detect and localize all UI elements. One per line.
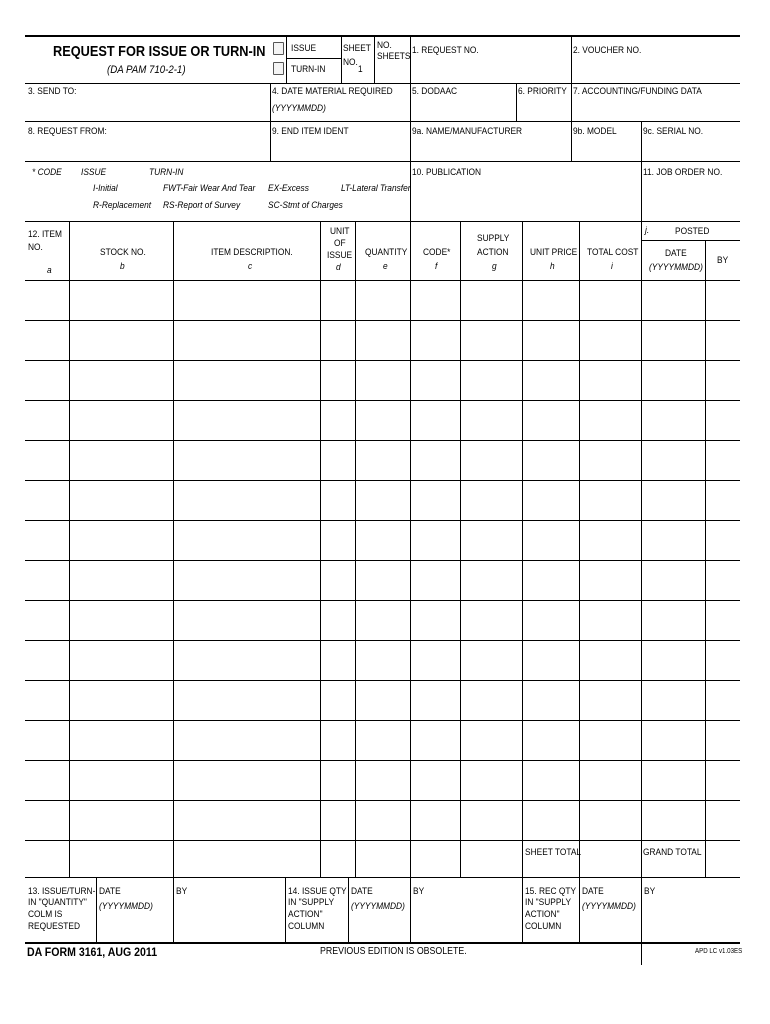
b13-line2: IN "QUANTITY" bbox=[28, 897, 87, 908]
table-row-line bbox=[25, 520, 740, 521]
table-cell-input[interactable] bbox=[581, 362, 639, 398]
table-cell-input[interactable] bbox=[412, 482, 458, 518]
issue-checkbox[interactable] bbox=[273, 42, 284, 55]
col-unit-price-letter: h bbox=[550, 261, 555, 272]
table-cell-input[interactable] bbox=[175, 762, 318, 798]
col-total-cost: TOTAL COST bbox=[587, 247, 639, 258]
table-cell-input[interactable] bbox=[412, 322, 458, 358]
table-cell-input[interactable] bbox=[322, 322, 353, 358]
col-stock-letter: b bbox=[120, 261, 125, 272]
table-cell-input[interactable] bbox=[71, 442, 171, 478]
table-cell-input[interactable] bbox=[357, 562, 408, 598]
table-row-line bbox=[25, 320, 740, 321]
request-from-label: 8. REQUEST FROM: bbox=[28, 126, 107, 137]
col-unit-price: UNIT PRICE bbox=[530, 247, 578, 258]
col-supply-1: SUPPLY bbox=[477, 233, 510, 244]
col-posted-date-format: (YYYYMMDD) bbox=[649, 262, 703, 273]
b15-line3: ACTION" bbox=[525, 909, 560, 920]
table-cell-input[interactable] bbox=[524, 562, 577, 598]
table-cell-input[interactable] bbox=[175, 722, 318, 758]
table-cell-input[interactable] bbox=[412, 362, 458, 398]
table-cell-input[interactable] bbox=[357, 642, 408, 678]
form-title: REQUEST FOR ISSUE OR TURN-IN bbox=[53, 43, 266, 60]
table-cell-input[interactable] bbox=[707, 362, 738, 398]
table-cell-input[interactable] bbox=[524, 722, 577, 758]
table-cell-input[interactable] bbox=[643, 362, 703, 398]
table-cell-input[interactable] bbox=[462, 762, 520, 798]
code-ex: EX-Excess bbox=[268, 183, 309, 194]
table-cell-input[interactable] bbox=[643, 522, 703, 558]
b15-date: DATE bbox=[582, 886, 604, 897]
request-no-label: 1. REQUEST NO. bbox=[412, 45, 479, 56]
table-cell-input[interactable] bbox=[322, 682, 353, 718]
col-posted-date: DATE bbox=[665, 248, 687, 259]
table-cell-input[interactable] bbox=[643, 682, 703, 718]
table-cell-input[interactable] bbox=[707, 522, 738, 558]
table-cell-input[interactable] bbox=[357, 402, 408, 438]
table-cell-input[interactable] bbox=[322, 642, 353, 678]
table-cell-input[interactable] bbox=[71, 402, 171, 438]
form-subtitle: (DA PAM 710-2-1) bbox=[107, 64, 186, 76]
table-cell-input[interactable] bbox=[357, 322, 408, 358]
table-cell-input[interactable] bbox=[357, 762, 408, 798]
publication-label: 10. PUBLICATION bbox=[412, 167, 482, 178]
table-cell-input[interactable] bbox=[357, 802, 408, 838]
table-cell-input[interactable] bbox=[71, 722, 171, 758]
b13-line1: 13. ISSUE/TURN- bbox=[28, 886, 96, 897]
table-cell-input[interactable] bbox=[175, 562, 318, 598]
issue-label: ISSUE bbox=[291, 43, 317, 54]
col-description: ITEM DESCRIPTION. bbox=[211, 247, 293, 258]
table-cell-input[interactable] bbox=[581, 402, 639, 438]
table-cell-input[interactable] bbox=[524, 282, 577, 318]
table-row-line bbox=[25, 400, 740, 401]
table-cell-input[interactable] bbox=[322, 802, 353, 838]
table-row-line bbox=[25, 480, 740, 481]
table-cell-input[interactable] bbox=[357, 602, 408, 638]
table-cell-input[interactable] bbox=[71, 762, 171, 798]
table-cell-input[interactable] bbox=[322, 522, 353, 558]
table-cell-input[interactable] bbox=[524, 762, 577, 798]
table-cell-input[interactable] bbox=[71, 522, 171, 558]
code-rs: RS-Report of Survey bbox=[163, 200, 241, 211]
accounting-label: 7. ACCOUNTING/FUNDING DATA bbox=[573, 86, 702, 97]
obsolete-notice: PREVIOUS EDITION IS OBSOLETE. bbox=[320, 946, 467, 957]
table-cell-input[interactable] bbox=[27, 402, 67, 438]
table-cell-input[interactable] bbox=[581, 802, 639, 838]
serial-label: 9c. SERIAL NO. bbox=[643, 126, 704, 137]
turnin-label: TURN-IN bbox=[291, 64, 326, 75]
b14-date-format: (YYYYMMDD) bbox=[351, 901, 405, 912]
no-sheets-label-1: NO. bbox=[377, 40, 392, 51]
col-item-no-1: 12. ITEM bbox=[28, 229, 62, 240]
b14-line2: IN "SUPPLY bbox=[288, 897, 335, 908]
table-cell-input[interactable] bbox=[707, 722, 738, 758]
table-cell-input[interactable] bbox=[643, 762, 703, 798]
table-cell-input[interactable] bbox=[322, 282, 353, 318]
table-cell-input[interactable] bbox=[175, 442, 318, 478]
table-cell-input[interactable] bbox=[462, 682, 520, 718]
col-supply-letter: g bbox=[492, 261, 497, 272]
table-cell-input[interactable] bbox=[524, 602, 577, 638]
table-cell-input[interactable] bbox=[71, 362, 171, 398]
table-cell-input[interactable] bbox=[412, 282, 458, 318]
b15-line2: IN "SUPPLY bbox=[525, 897, 572, 908]
table-row-line bbox=[25, 360, 740, 361]
table-cell-input[interactable] bbox=[175, 522, 318, 558]
table-cell-input[interactable] bbox=[581, 282, 639, 318]
no-sheets-label-2: SHEETS bbox=[377, 51, 411, 62]
table-cell-input[interactable] bbox=[524, 682, 577, 718]
table-cell-input[interactable] bbox=[581, 762, 639, 798]
dodaac-label: 5. DODAAC bbox=[412, 86, 458, 97]
table-cell-input[interactable] bbox=[524, 642, 577, 678]
table-cell-input[interactable] bbox=[462, 322, 520, 358]
name-manufacturer-label: 9a. NAME/MANUFACTURER bbox=[412, 126, 523, 137]
table-cell-input[interactable] bbox=[707, 442, 738, 478]
table-cell-input[interactable] bbox=[643, 642, 703, 678]
b14-line3: ACTION" bbox=[288, 909, 323, 920]
table-cell-input[interactable] bbox=[462, 522, 520, 558]
table-row-line bbox=[25, 680, 740, 681]
col-supply-2: ACTION bbox=[477, 247, 509, 258]
table-cell-input[interactable] bbox=[322, 362, 353, 398]
b15-line4: COLUMN bbox=[525, 921, 562, 932]
model-label: 9b. MODEL bbox=[573, 126, 617, 137]
table-cell-input[interactable] bbox=[322, 442, 353, 478]
table-cell-input[interactable] bbox=[357, 722, 408, 758]
table-cell-input[interactable] bbox=[581, 522, 639, 558]
table-cell-input[interactable] bbox=[462, 362, 520, 398]
table-cell-input[interactable] bbox=[357, 482, 408, 518]
table-cell-input[interactable] bbox=[524, 522, 577, 558]
table-cell-input[interactable] bbox=[357, 282, 408, 318]
table-cell-input[interactable] bbox=[643, 322, 703, 358]
table-cell-input[interactable] bbox=[707, 482, 738, 518]
issue-turnin-form bbox=[25, 35, 740, 944]
table-cell-input[interactable] bbox=[643, 562, 703, 598]
b13-date: DATE bbox=[99, 886, 121, 897]
b13-by: BY bbox=[176, 886, 188, 897]
b15-date-format: (YYYYMMDD) bbox=[582, 901, 636, 912]
table-cell-input[interactable] bbox=[322, 482, 353, 518]
table-cell-input[interactable] bbox=[462, 602, 520, 638]
table-cell-input[interactable] bbox=[524, 482, 577, 518]
table-cell-input[interactable] bbox=[357, 362, 408, 398]
table-cell-input[interactable] bbox=[643, 802, 703, 838]
b15-by: BY bbox=[644, 886, 656, 897]
table-cell-input[interactable] bbox=[27, 442, 67, 478]
table-cell-input[interactable] bbox=[581, 442, 639, 478]
table-row-line bbox=[25, 600, 740, 601]
table-row-line bbox=[25, 760, 740, 761]
col-unit-2: OF bbox=[334, 238, 346, 249]
table-cell-input[interactable] bbox=[175, 362, 318, 398]
col-quantity: QUANTITY bbox=[365, 247, 408, 258]
b14-by: BY bbox=[413, 886, 425, 897]
table-cell-input[interactable] bbox=[71, 642, 171, 678]
table-cell-input[interactable] bbox=[643, 402, 703, 438]
table-cell-input[interactable] bbox=[357, 522, 408, 558]
table-cell-input[interactable] bbox=[707, 562, 738, 598]
table-cell-input[interactable] bbox=[581, 482, 639, 518]
table-cell-input[interactable] bbox=[707, 682, 738, 718]
table-row-line bbox=[25, 840, 740, 841]
table-cell-input[interactable] bbox=[175, 482, 318, 518]
col-total-cost-letter: i bbox=[611, 261, 613, 272]
table-cell-input[interactable] bbox=[707, 282, 738, 318]
table-cell-input[interactable] bbox=[175, 682, 318, 718]
col-quantity-letter: e bbox=[383, 261, 388, 272]
date-required-label: 4. DATE MATERIAL REQUIRED bbox=[272, 86, 393, 97]
table-cell-input[interactable] bbox=[707, 762, 738, 798]
table-cell-input[interactable] bbox=[175, 402, 318, 438]
col-description-letter: c bbox=[248, 261, 253, 272]
table-cell-input[interactable] bbox=[412, 682, 458, 718]
table-cell-input[interactable] bbox=[412, 642, 458, 678]
table-cell-input[interactable] bbox=[27, 642, 67, 678]
table-cell-input[interactable] bbox=[412, 722, 458, 758]
table-cell-input[interactable] bbox=[322, 402, 353, 438]
table-cell-input[interactable] bbox=[462, 482, 520, 518]
table-cell-input[interactable] bbox=[27, 682, 67, 718]
end-item-label: 9. END ITEM IDENT bbox=[272, 126, 349, 137]
col-stock-no: STOCK NO. bbox=[100, 247, 146, 258]
table-cell-input[interactable] bbox=[707, 642, 738, 678]
table-cell-input[interactable] bbox=[412, 442, 458, 478]
b14-date: DATE bbox=[351, 886, 373, 897]
table-cell-input[interactable] bbox=[27, 362, 67, 398]
col-unit-1: UNIT bbox=[330, 226, 350, 237]
priority-label: 6. PRIORITY bbox=[518, 86, 567, 97]
code-initial: I-Initial bbox=[93, 183, 118, 194]
table-row-line bbox=[25, 640, 740, 641]
version-label: APD LC v1.03ES bbox=[695, 948, 743, 955]
table-cell-input[interactable] bbox=[524, 402, 577, 438]
b13-line3: COLM IS bbox=[28, 909, 63, 920]
table-cell-input[interactable] bbox=[71, 282, 171, 318]
table-cell-input[interactable] bbox=[412, 602, 458, 638]
voucher-no-label: 2. VOUCHER NO. bbox=[573, 45, 642, 56]
col-posted-by: BY bbox=[717, 255, 729, 266]
table-cell-input[interactable] bbox=[27, 722, 67, 758]
col-posted: POSTED bbox=[675, 226, 710, 237]
table-cell-input[interactable] bbox=[581, 722, 639, 758]
table-cell-input[interactable] bbox=[175, 282, 318, 318]
col-unit-3: ISSUE bbox=[327, 250, 353, 261]
table-cell-input[interactable] bbox=[524, 362, 577, 398]
table-cell-input[interactable] bbox=[643, 442, 703, 478]
col-item-no-2: NO. bbox=[28, 242, 43, 253]
table-cell-input[interactable] bbox=[27, 762, 67, 798]
code-turnin-label: TURN-IN bbox=[149, 167, 184, 178]
table-cell-input[interactable] bbox=[643, 602, 703, 638]
table-cell-input[interactable] bbox=[71, 682, 171, 718]
table-cell-input[interactable] bbox=[71, 562, 171, 598]
table-cell-input[interactable] bbox=[581, 682, 639, 718]
table-cell-input[interactable] bbox=[322, 562, 353, 598]
table-cell-input[interactable] bbox=[27, 282, 67, 318]
table-row-line bbox=[25, 720, 740, 721]
table-row-line bbox=[25, 440, 740, 441]
code-issue-label: ISSUE bbox=[81, 167, 107, 178]
table-cell-input[interactable] bbox=[27, 322, 67, 358]
table-row-line bbox=[25, 800, 740, 801]
turnin-checkbox[interactable] bbox=[273, 62, 284, 75]
code-fwt: FWT-Fair Wear And Tear bbox=[163, 183, 256, 194]
table-cell-input[interactable] bbox=[27, 562, 67, 598]
table-cell-input[interactable] bbox=[71, 322, 171, 358]
table-cell-input[interactable] bbox=[412, 562, 458, 598]
sheet-no-value: 1 bbox=[358, 64, 363, 75]
table-cell-input[interactable] bbox=[27, 802, 67, 838]
table-cell-input[interactable] bbox=[524, 442, 577, 478]
col-item-no-letter: a bbox=[47, 265, 52, 276]
table-cell-input[interactable] bbox=[462, 442, 520, 478]
table-cell-input[interactable] bbox=[581, 562, 639, 598]
sheet-no-label: NO. bbox=[343, 57, 358, 68]
table-cell-input[interactable] bbox=[412, 762, 458, 798]
sheet-total-label: SHEET TOTAL bbox=[525, 847, 582, 858]
table-cell-input[interactable] bbox=[643, 482, 703, 518]
table-cell-input[interactable] bbox=[462, 402, 520, 438]
table-cell-input[interactable] bbox=[581, 322, 639, 358]
table-cell-input[interactable] bbox=[27, 482, 67, 518]
table-cell-input[interactable] bbox=[322, 602, 353, 638]
table-cell-input[interactable] bbox=[322, 762, 353, 798]
b15-line1: 15. REC QTY bbox=[525, 886, 577, 897]
table-cell-input[interactable] bbox=[357, 682, 408, 718]
table-cell-input[interactable] bbox=[707, 402, 738, 438]
table-cell-input[interactable] bbox=[643, 722, 703, 758]
table-cell-input[interactable] bbox=[175, 642, 318, 678]
table-cell-input[interactable] bbox=[71, 602, 171, 638]
table-cell-input[interactable] bbox=[412, 802, 458, 838]
table-cell-input[interactable] bbox=[581, 642, 639, 678]
table-cell-input[interactable] bbox=[707, 602, 738, 638]
table-cell-input[interactable] bbox=[412, 522, 458, 558]
table-cell-input[interactable] bbox=[412, 402, 458, 438]
table-cell-input[interactable] bbox=[27, 602, 67, 638]
col-code-letter: f bbox=[435, 261, 438, 272]
code-lt: LT-Lateral Transfer bbox=[341, 183, 411, 194]
code-sc: SC-Stmt of Charges bbox=[268, 200, 343, 211]
table-cell-input[interactable] bbox=[322, 722, 353, 758]
table-cell-input[interactable] bbox=[175, 322, 318, 358]
table-cell-input[interactable] bbox=[71, 802, 171, 838]
table-cell-input[interactable] bbox=[462, 562, 520, 598]
b13-date-format: (YYYYMMDD) bbox=[99, 901, 153, 912]
table-cell-input[interactable] bbox=[175, 802, 318, 838]
table-cell-input[interactable] bbox=[71, 482, 171, 518]
table-cell-input[interactable] bbox=[462, 722, 520, 758]
code-label: * CODE bbox=[32, 167, 62, 178]
col-code: CODE* bbox=[423, 247, 451, 258]
table-cell-input[interactable] bbox=[707, 322, 738, 358]
table-cell-input[interactable] bbox=[643, 282, 703, 318]
col-posted-letter: j. bbox=[645, 225, 650, 236]
b14-line1: 14. ISSUE QTY bbox=[288, 886, 347, 897]
b14-line4: COLUMN bbox=[288, 921, 325, 932]
job-order-label: 11. JOB ORDER NO. bbox=[643, 167, 723, 178]
table-cell-input[interactable] bbox=[462, 282, 520, 318]
table-cell-input[interactable] bbox=[462, 642, 520, 678]
table-cell-input[interactable] bbox=[524, 322, 577, 358]
code-replacement: R-Replacement bbox=[93, 200, 152, 211]
table-cell-input[interactable] bbox=[524, 802, 577, 838]
grand-total-label: GRAND TOTAL bbox=[643, 847, 702, 858]
table-cell-input[interactable] bbox=[462, 802, 520, 838]
table-cell-input[interactable] bbox=[175, 602, 318, 638]
col-unit-letter: d bbox=[336, 262, 341, 273]
table-cell-input[interactable] bbox=[707, 802, 738, 838]
send-to-label: 3. SEND TO: bbox=[28, 86, 77, 97]
table-row-line bbox=[25, 560, 740, 561]
table-cell-input[interactable] bbox=[357, 442, 408, 478]
table-cell-input[interactable] bbox=[581, 602, 639, 638]
table-cell-input[interactable] bbox=[27, 522, 67, 558]
b13-line4: REQUESTED bbox=[28, 921, 81, 932]
date-required-format: (YYYYMMDD) bbox=[272, 103, 326, 114]
form-id: DA FORM 3161, AUG 2011 bbox=[27, 945, 158, 959]
sheet-label: SHEET bbox=[343, 43, 371, 54]
